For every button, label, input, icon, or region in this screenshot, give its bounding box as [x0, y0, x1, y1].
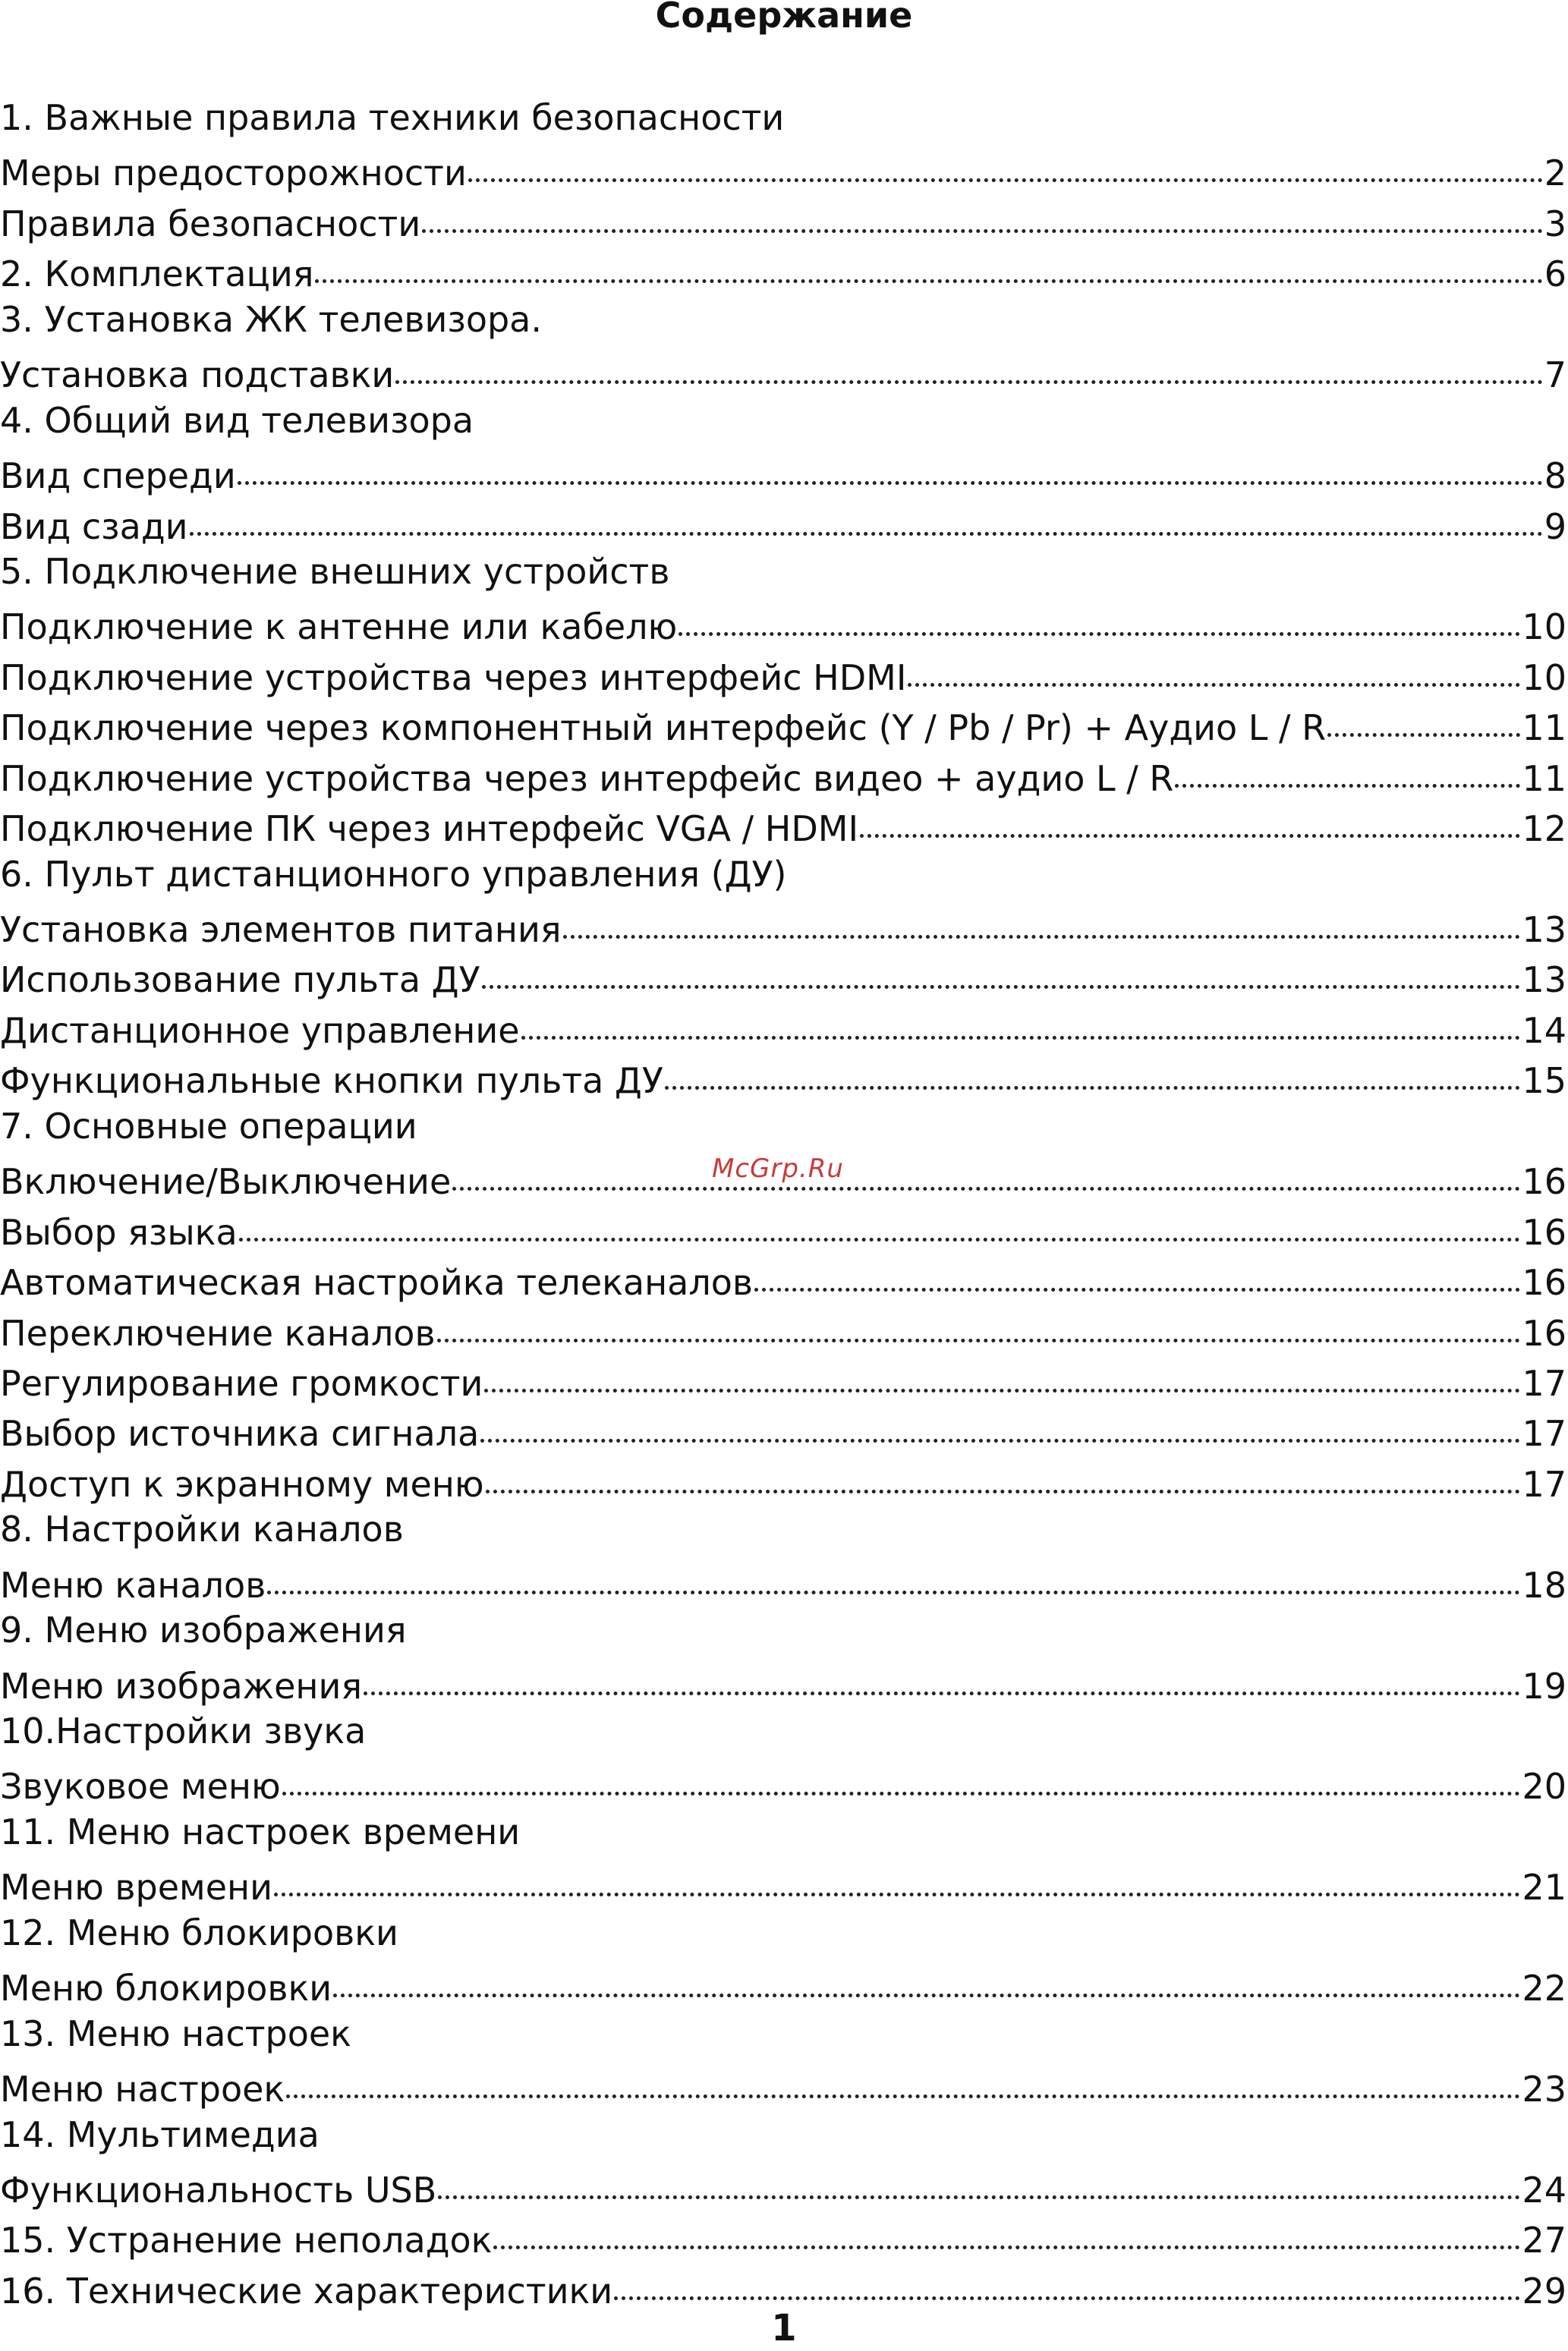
toc-entry-label: Звуковое меню: [0, 1766, 281, 1808]
toc-entry-page: 17: [1522, 1463, 1566, 1505]
dot-leader: [332, 1958, 1522, 2000]
toc-entry-page: 6: [1544, 253, 1566, 295]
toc-entry-label: Функциональные кнопки пульта ДУ: [0, 1060, 663, 1102]
dot-leader: [492, 2210, 1522, 2252]
toc-entry-label: 2. Комплектация: [0, 253, 314, 295]
toc-entry[interactable]: [0, 596, 1566, 647]
toc-entry-label: Вид спереди: [0, 455, 236, 497]
dot-leader: [520, 1000, 1522, 1043]
dot-leader: [420, 194, 1544, 236]
toc-entry-label: 14. Мультимедиа: [0, 2113, 320, 2155]
toc-entry-page: 11: [1522, 757, 1566, 799]
toc-entry[interactable]: [0, 1756, 1566, 1806]
toc-entry-page: 9: [1544, 505, 1566, 547]
page-number: 1: [771, 2307, 797, 2349]
dot-leader: [562, 899, 1522, 942]
dot-leader: [436, 1303, 1522, 1345]
dot-leader: [285, 2059, 1522, 2101]
toc-entry-page: 24: [1522, 2169, 1566, 2211]
dot-leader: [436, 2160, 1522, 2202]
table-of-contents: [0, 93, 1566, 2311]
toc-section-heading: [0, 1807, 1566, 1857]
toc-entry-page: 15: [1522, 1060, 1566, 1102]
toc-entry[interactable]: [0, 1303, 1566, 1353]
toc-entry-page: 17: [1522, 1413, 1566, 1455]
toc-section-heading: [0, 1706, 1566, 1756]
toc-entry-page: 29: [1522, 2270, 1566, 2312]
toc-entry-label: 4. Общий вид телевизора: [0, 399, 474, 441]
toc-section-heading: [0, 1101, 1566, 1151]
toc-section-heading: [0, 93, 1566, 143]
toc-entry[interactable]: [0, 194, 1566, 244]
toc-entry-page: 16: [1522, 1262, 1566, 1304]
toc-entry-label: Установка подставки: [0, 354, 395, 396]
dot-leader: [467, 143, 1544, 185]
toc-entry[interactable]: [0, 748, 1566, 798]
toc-entry-page: 22: [1522, 1968, 1566, 2010]
toc-entry[interactable]: [0, 798, 1566, 848]
toc-entry-label: Меры предосторожности: [0, 153, 467, 194]
toc-entry-page: 13: [1522, 959, 1566, 1001]
toc-entry-label: Автоматическая настройка телеканалов: [0, 1262, 754, 1304]
toc-entry-page: 27: [1522, 2220, 1566, 2261]
toc-section-heading: [0, 2110, 1566, 2160]
toc-entry-page: 14: [1522, 1009, 1566, 1051]
toc-entry[interactable]: [0, 1000, 1566, 1050]
toc-entry-label: Подключение через компонентный интерфейс (Y / Pb / Pr) + Аудио L / R: [0, 707, 1327, 749]
toc-entry-page: 3: [1544, 203, 1566, 244]
dot-leader: [266, 1555, 1522, 1597]
dot-leader: [753, 1252, 1522, 1295]
toc-entry-label: Меню настроек: [0, 2069, 285, 2110]
toc-entry[interactable]: [0, 1403, 1566, 1453]
toc-section-heading: [0, 1908, 1566, 1958]
toc-entry-label: Правила безопасности: [0, 203, 421, 244]
toc-entry-label: 3. Установка ЖК телевизора.: [0, 298, 542, 340]
toc-entry[interactable]: [0, 2261, 1566, 2311]
dot-leader: [1173, 748, 1522, 791]
dot-leader: [272, 1857, 1522, 1899]
toc-entry-page: 23: [1522, 2069, 1566, 2110]
toc-entry-page: 2: [1544, 153, 1566, 194]
toc-entry[interactable]: [0, 1555, 1566, 1605]
toc-entry[interactable]: [0, 1958, 1566, 2008]
toc-entry[interactable]: [0, 1454, 1566, 1504]
toc-entry-label: Переключение каналов: [0, 1312, 436, 1354]
toc-entry-page: 16: [1522, 1161, 1566, 1203]
dot-leader: [238, 1202, 1522, 1245]
toc-entry[interactable]: [0, 949, 1566, 999]
dot-leader: [906, 647, 1522, 690]
toc-entry-page: 12: [1522, 808, 1566, 850]
dot-leader: [1326, 697, 1522, 740]
toc-section-heading: [0, 849, 1566, 899]
toc-section-heading: [0, 294, 1566, 345]
toc-entry-label: 5. Подключение внешних устройств: [0, 550, 670, 592]
toc-entry-page: 18: [1522, 1564, 1566, 1606]
toc-entry-label: Меню каналов: [0, 1564, 266, 1606]
toc-entry-label: Меню блокировки: [0, 1968, 332, 2010]
toc-entry-label: 13. Меню настроек: [0, 2013, 351, 2054]
dot-leader: [479, 1403, 1522, 1446]
toc-entry-page: 11: [1522, 707, 1566, 749]
toc-entry-label: 10.Настройки звука: [0, 1711, 367, 1751]
toc-entry-page: 16: [1522, 1312, 1566, 1354]
toc-entry[interactable]: [0, 1857, 1566, 1907]
watermark: McGrp.Ru: [712, 1153, 844, 1184]
toc-section-heading: [0, 1605, 1566, 1655]
toc-entry-label: Меню времени: [0, 1867, 272, 1909]
toc-entry[interactable]: [0, 2160, 1566, 2210]
toc-entry-label: 16. Технические характеристики: [0, 2270, 613, 2312]
toc-entry-label: 9. Меню изображения: [0, 1610, 407, 1651]
toc-entry-label: 12. Меню блокировки: [0, 1912, 398, 1953]
dot-leader: [483, 1353, 1522, 1396]
toc-entry-page: 10: [1522, 606, 1566, 648]
toc-entry[interactable]: [0, 1353, 1566, 1403]
toc-entry-label: Установка элементов питания: [0, 909, 562, 950]
toc-entry-label: 6. Пульт дистанционного управления (ДУ): [0, 853, 787, 895]
toc-entry[interactable]: [0, 1202, 1566, 1252]
dot-leader: [281, 1756, 1522, 1799]
toc-entry[interactable]: [0, 143, 1566, 193]
toc-entry-label: Подключение к антенне или кабелю: [0, 606, 678, 648]
toc-entry-label: 15. Устранение неполадок: [0, 2220, 493, 2261]
toc-entry[interactable]: [0, 697, 1566, 747]
toc-entry[interactable]: [0, 1050, 1566, 1100]
page-title: Содержание: [655, 0, 913, 36]
toc-entry-label: 1. Важные правила техники безопасности: [0, 97, 785, 138]
toc-entry-page: 16: [1522, 1211, 1566, 1253]
toc-entry-label: Дистанционное управление: [0, 1009, 520, 1051]
toc-entry[interactable]: [0, 1252, 1566, 1302]
dot-leader: [858, 798, 1522, 841]
toc-entry-label: Выбор языка: [0, 1211, 238, 1253]
toc-entry-page: 7: [1544, 354, 1566, 396]
dot-leader: [663, 1050, 1522, 1093]
toc-entry[interactable]: [0, 244, 1566, 294]
toc-entry-page: 10: [1522, 656, 1566, 698]
toc-entry[interactable]: [0, 1656, 1566, 1706]
dot-leader: [394, 345, 1544, 387]
toc-entry-page: 20: [1522, 1766, 1566, 1808]
toc-section-heading: [0, 1504, 1566, 1554]
toc-section-heading: [0, 395, 1566, 445]
dot-leader: [236, 445, 1544, 488]
dot-leader: [451, 1151, 1522, 1194]
toc-entry-label: Регулирование громкости: [0, 1362, 483, 1404]
dot-leader: [480, 949, 1522, 992]
dot-leader: [313, 244, 1544, 286]
toc-entry-label: 8. Настройки каналов: [0, 1509, 404, 1550]
toc-entry[interactable]: [0, 496, 1566, 546]
toc-entry-label: 11. Меню настроек времени: [0, 1811, 521, 1852]
toc-entry-label: Функциональность USB: [0, 2169, 437, 2211]
toc-entry-page: 21: [1522, 1867, 1566, 1909]
toc-entry-label: Подключение устройства через интерфейс видео + аудио L / R: [0, 757, 1174, 799]
toc-entry[interactable]: [0, 445, 1566, 496]
dot-leader: [188, 496, 1544, 539]
toc-entry-label: Меню изображения: [0, 1665, 363, 1707]
toc-entry-page: 19: [1522, 1665, 1566, 1707]
toc-entry[interactable]: [0, 647, 1566, 697]
toc-entry-page: 13: [1522, 909, 1566, 950]
toc-entry-label: Доступ к экранному меню: [0, 1463, 484, 1505]
dot-leader: [677, 596, 1522, 639]
toc-entry[interactable]: [0, 345, 1566, 395]
toc-entry-label: Подключение устройства через интерфейс HDMI: [0, 656, 907, 698]
toc-entry-label: Выбор источника сигнала: [0, 1413, 480, 1455]
toc-entry[interactable]: [0, 2059, 1566, 2109]
dot-leader: [484, 1454, 1522, 1497]
toc-entry[interactable]: [0, 2210, 1566, 2260]
dot-leader: [362, 1656, 1522, 1698]
toc-section-heading: [0, 2009, 1566, 2059]
toc-entry-page: 17: [1522, 1362, 1566, 1404]
toc-entry[interactable]: [0, 899, 1566, 949]
toc-entry-label: 7. Основные операции: [0, 1105, 417, 1147]
toc-entry-label: Использование пульта ДУ: [0, 959, 480, 1001]
toc-entry-page: 8: [1544, 455, 1566, 497]
toc-entry-label: Подключение ПК через интерфейс VGA / HDMI: [0, 808, 859, 850]
toc-entry-label: Включение/Выключение: [0, 1161, 452, 1203]
dot-leader: [612, 2261, 1522, 2303]
toc-section-heading: [0, 546, 1566, 596]
toc-entry-label: Вид сзади: [0, 505, 188, 547]
